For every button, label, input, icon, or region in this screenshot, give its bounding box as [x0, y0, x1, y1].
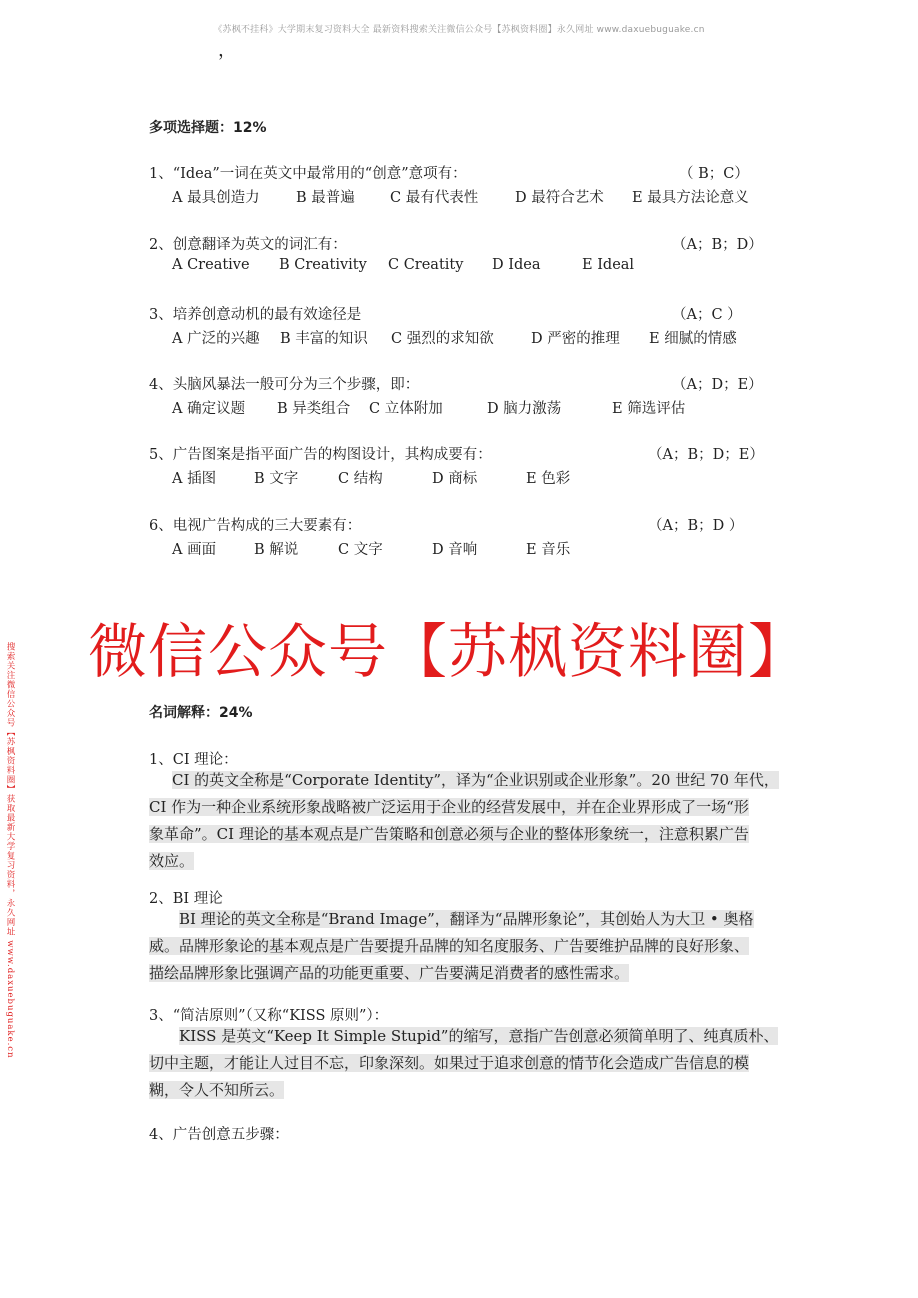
- term-heading: 2、BI 理论: [149, 891, 223, 907]
- term-heading: 3、“简洁原则”（又称“KISS 原则”）：: [149, 1008, 389, 1024]
- term-heading: 4、广告创意五步骤：: [149, 1127, 289, 1143]
- definition-line: 糊，令人不知所云。: [149, 1081, 285, 1099]
- option: B 异类组合: [277, 401, 351, 417]
- option: B 最普遍: [296, 190, 355, 206]
- option: E 最具方法论意义: [632, 190, 749, 206]
- definition-line: 切中主题，才能让人过目不忘，印象深刻。如果过于追求创意的情节化会造成广告信息的模: [149, 1054, 750, 1072]
- question-text: 5、广告图案是指平面广告的构图设计，其构成要有：: [149, 447, 492, 463]
- option: D 最符合艺术: [515, 190, 604, 206]
- definition-line: 威。品牌形象论的基本观点是广告要提升品牌的知名度服务、广告要维护品牌的良好形象、: [149, 937, 750, 955]
- definition-line: KISS 是英文“Keep It Simple Stupid”的缩写，意指广告创意必须简单明了、纯真质朴、: [179, 1027, 779, 1045]
- option: A 画面: [172, 542, 217, 558]
- option: A Creative: [172, 257, 250, 273]
- option: E 音乐: [526, 542, 571, 558]
- mc-section-title: 多项选择题：12%: [149, 120, 267, 136]
- side-watermark: 搜索关注微信公众号【苏枫资料圈】获取最新大学复习资料，永久网址 www.daxuebuguake.cn: [5, 642, 15, 1059]
- term-definition: [149, 767, 777, 875]
- option: A 插图: [172, 471, 217, 487]
- term-heading: 1、CI 理论：: [149, 752, 238, 768]
- option: D 脑力激荡: [487, 401, 562, 417]
- option: C 强烈的求知欲: [391, 331, 494, 347]
- option: E 细腻的情感: [649, 331, 737, 347]
- term-definition: [149, 1023, 777, 1104]
- promo-banner: 微信公众号【苏枫资料圈】: [88, 617, 809, 686]
- question-answer: （ B；C）: [679, 166, 749, 182]
- option: C 立体附加: [369, 401, 443, 417]
- option: E Ideal: [582, 257, 635, 273]
- question-answer: （A；D；E）: [672, 377, 763, 393]
- definition-line: 象革命”。CI 理论的基本观点是广告策略和创意必须与企业的整体形象统一，注意积累广告: [149, 825, 749, 843]
- option: C 结构: [338, 471, 383, 487]
- definition-line: CI 作为一种企业系统形象战略被广泛运用于企业的经营发展中，并在企业界形成了一场“形: [149, 798, 749, 816]
- question-text: 2、创意翻译为英文的词汇有：: [149, 237, 347, 253]
- option: D 严密的推理: [531, 331, 620, 347]
- question-text: 4、头脑风暴法一般可分为三个步骤，即：: [149, 377, 420, 393]
- option: B Creativity: [279, 257, 367, 273]
- option: B 解说: [254, 542, 299, 558]
- option: A 最具创造力: [172, 190, 260, 206]
- question-answer: （A；C ）: [672, 307, 742, 323]
- option: D 商标: [432, 471, 478, 487]
- option: B 丰富的知识: [280, 331, 368, 347]
- question-answer: （A；B；D ）: [648, 518, 744, 534]
- definition-line: 描绘品牌形象比强调产品的功能更重要、广告要满足消费者的感性需求。: [149, 964, 630, 982]
- option: C 文字: [338, 542, 383, 558]
- option: C Creatity: [388, 257, 464, 273]
- term-definition: [149, 906, 777, 987]
- option: A 广泛的兴趣: [172, 331, 260, 347]
- stray-mark: ，: [218, 40, 236, 61]
- option: C 最有代表性: [390, 190, 479, 206]
- definition-line: 效应。: [149, 852, 195, 870]
- option: D Idea: [492, 257, 541, 273]
- option: E 筛选评估: [612, 401, 686, 417]
- question-answer: （A；B；D）: [672, 237, 763, 253]
- question-text: 3、培养创意动机的最有效途径是: [149, 307, 362, 323]
- question-text: 6、电视广告构成的三大要素有：: [149, 518, 362, 534]
- header-note: 《苏枫不挂科》大学期末复习资料大全 最新资料搜索关注微信公众号【苏枫资料圈】永久网址 www.daxuebuguake.cn: [213, 25, 705, 35]
- definition-line: CI 的英文全称是“Corporate Identity”，译为“企业识别或企业形象”。20 世纪 70 年代，: [172, 771, 779, 789]
- option: E 色彩: [526, 471, 571, 487]
- option: A 确定议题: [172, 401, 246, 417]
- question-answer: （A；B；D；E）: [648, 447, 764, 463]
- terms-section-title: 名词解释：24%: [149, 705, 253, 721]
- question-text: 1、“Idea”一词在英文中最常用的“创意”意项有：: [149, 166, 467, 182]
- option: D 音响: [432, 542, 478, 558]
- definition-line: BI 理论的英文全称是“Brand Image”，翻译为“品牌形象论”，其创始人为大卫 • 奥格: [179, 910, 754, 928]
- option: B 文字: [254, 471, 299, 487]
